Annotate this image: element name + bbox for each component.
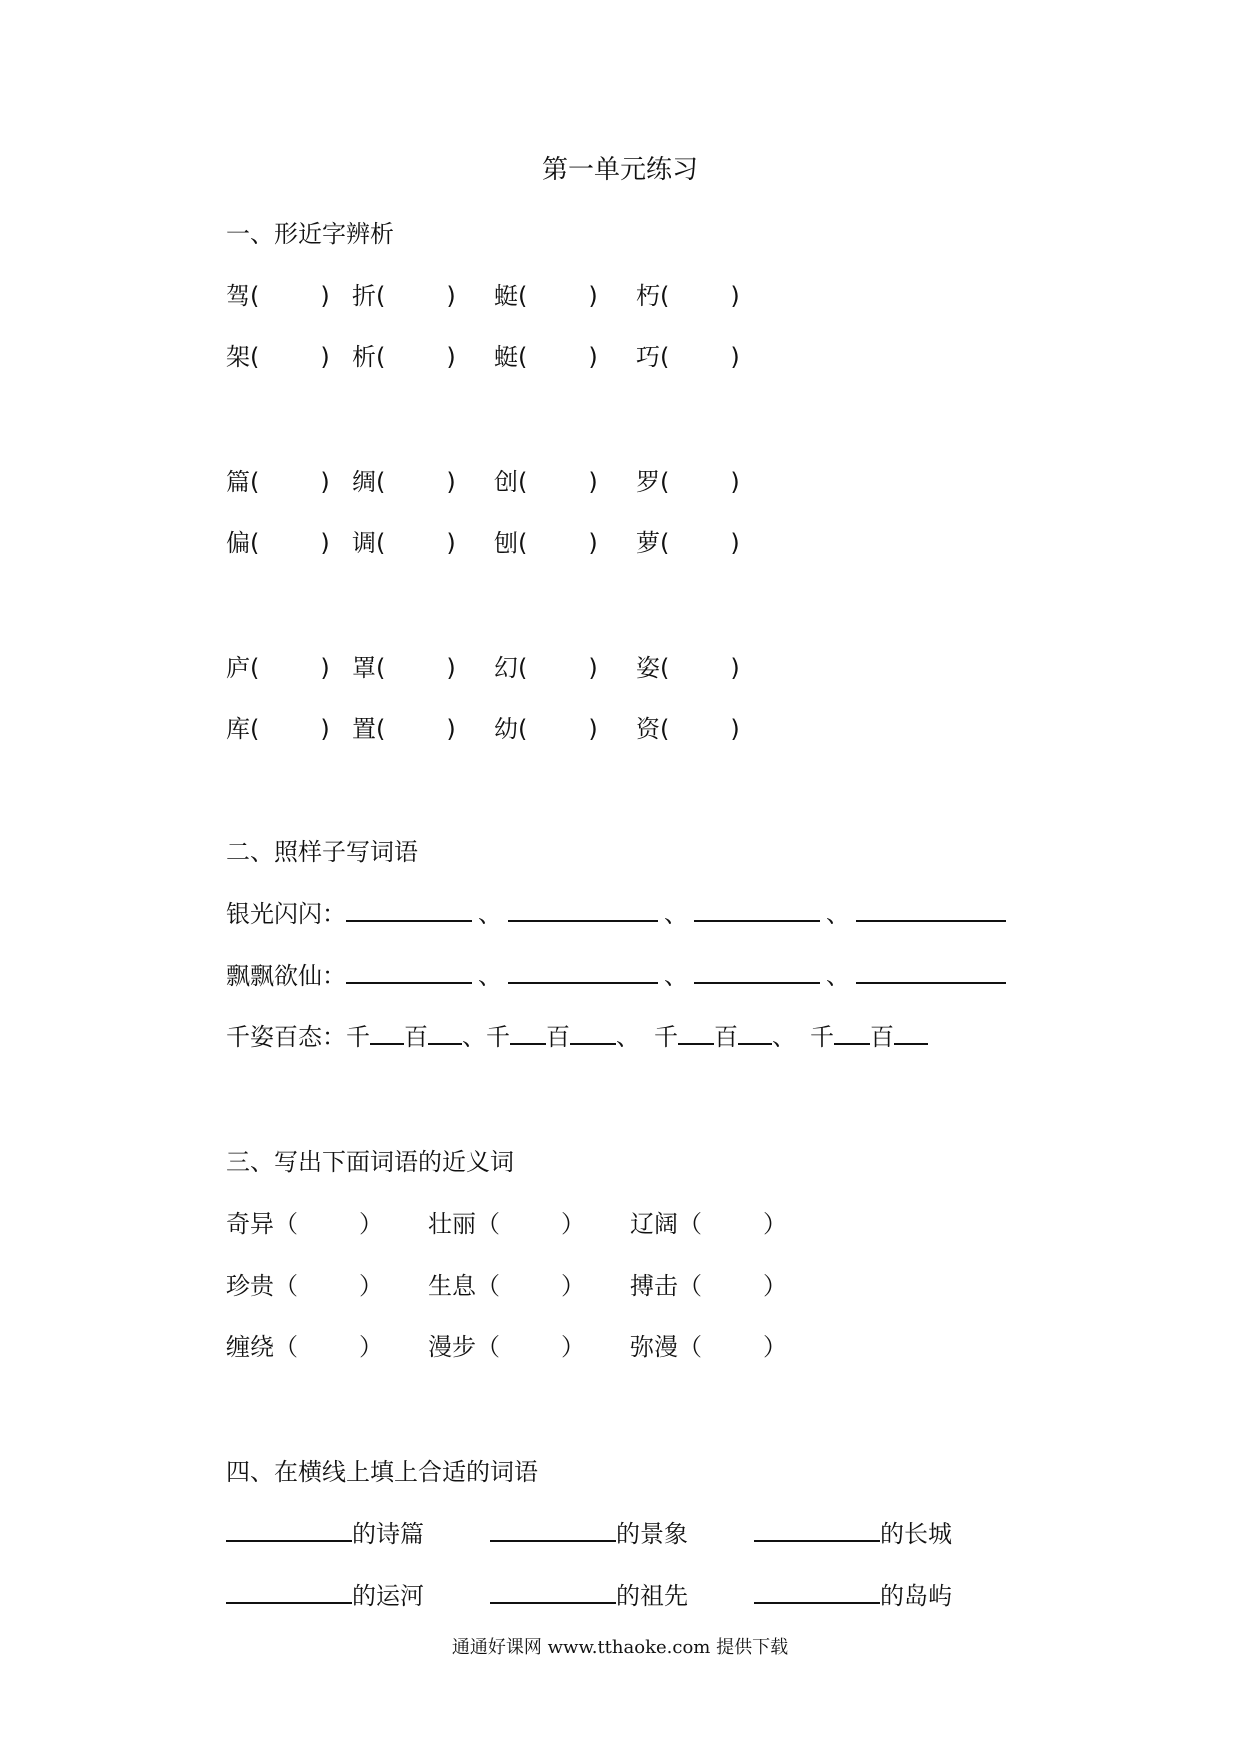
answer-blank[interactable] (370, 1019, 404, 1045)
similar-char: 蜓 (494, 282, 518, 310)
separator: 、 (462, 1023, 486, 1051)
answer-paren[interactable]: ( ) (518, 282, 598, 310)
phrase-suffix: 的运河 (352, 1582, 424, 1610)
answer-paren[interactable]: ( ) (250, 282, 330, 310)
fill-phrase-item (490, 1576, 688, 1611)
separator: 、 (664, 962, 688, 990)
fill-phrase-item (754, 1576, 952, 1611)
similar-char: 庐 (226, 654, 250, 682)
phrase-suffix: 的长城 (880, 1520, 952, 1548)
similar-char-item (352, 337, 456, 372)
separator: 、 (826, 900, 850, 928)
similar-char-item (352, 709, 456, 744)
word-pattern-row-2 (226, 956, 1006, 991)
separator: 、 (826, 962, 850, 990)
similar-char-item (636, 276, 740, 311)
similar-char: 置 (352, 715, 376, 743)
pattern-label: 银光闪闪： (226, 900, 346, 928)
answer-paren[interactable]: ( ) (660, 468, 740, 496)
synonym-item (226, 1266, 383, 1301)
answer-blank[interactable] (754, 1578, 880, 1604)
bai-char: 百 (870, 1023, 894, 1051)
answer-blank[interactable] (508, 958, 658, 984)
similar-char: 刨 (494, 529, 518, 557)
answer-paren[interactable]: ( ) (518, 529, 598, 557)
answer-paren[interactable]: ( ) (250, 468, 330, 496)
section3-heading: 三、写出下面词语的近义词 (226, 1148, 514, 1176)
answer-paren[interactable]: ( ) (376, 654, 456, 682)
footer-credit: 通通好课网 www.tthaoke.com 提供下载 (451, 1637, 789, 1658)
answer-paren[interactable]: ( ) (376, 468, 456, 496)
answer-paren[interactable]: ( ) (518, 715, 598, 743)
phrase-suffix: 的祖先 (616, 1582, 688, 1610)
synonym-item (630, 1266, 787, 1301)
separator: 、 (772, 1023, 796, 1051)
qian-char: 千 (346, 1023, 370, 1051)
similar-char-item (636, 462, 740, 497)
similar-char-item (352, 523, 456, 558)
section2-heading: 二、照样子写词语 (226, 838, 418, 866)
qian-char: 千 (486, 1023, 510, 1051)
synonym-item (630, 1327, 787, 1362)
synonym-word: 漫步 (428, 1333, 476, 1361)
fill-phrase-item (754, 1514, 952, 1549)
answer-paren[interactable]: ( ) (376, 282, 456, 310)
qian-char: 千 (810, 1023, 834, 1051)
answer-paren[interactable]: （ ） (678, 1333, 788, 1361)
bai-char: 百 (546, 1023, 570, 1051)
answer-paren[interactable]: ( ) (250, 654, 330, 682)
similar-char: 朽 (636, 282, 660, 310)
similar-char-item (494, 276, 598, 311)
answer-paren[interactable]: ( ) (376, 343, 456, 371)
similar-char-item (494, 523, 598, 558)
answer-paren[interactable]: （ ） (476, 1272, 586, 1300)
answer-paren[interactable]: ( ) (660, 715, 740, 743)
answer-blank[interactable] (346, 958, 472, 984)
answer-blank[interactable] (834, 1019, 870, 1045)
synonym-word: 生息 (428, 1272, 476, 1300)
answer-blank[interactable] (678, 1019, 714, 1045)
answer-paren[interactable]: ( ) (660, 529, 740, 557)
section1-heading: 一、形近字辨析 (226, 220, 394, 248)
similar-char: 资 (636, 715, 660, 743)
synonym-word: 缠绕 (226, 1333, 274, 1361)
fill-phrase-item (226, 1576, 424, 1611)
answer-paren[interactable]: （ ） (678, 1272, 788, 1300)
similar-char: 调 (352, 529, 376, 557)
similar-char-item (226, 523, 330, 558)
similar-char-item (226, 276, 330, 311)
similar-char: 创 (494, 468, 518, 496)
similar-char: 罗 (636, 468, 660, 496)
similar-char-item (494, 462, 598, 497)
answer-blank[interactable] (226, 1578, 352, 1604)
fill-phrase-item (226, 1514, 424, 1549)
pattern-label: 飘飘欲仙： (226, 962, 346, 990)
answer-paren[interactable]: （ ） (274, 1272, 384, 1300)
answer-paren[interactable]: （ ） (476, 1333, 586, 1361)
answer-paren[interactable]: ( ) (518, 468, 598, 496)
similar-char: 架 (226, 343, 250, 371)
answer-paren[interactable]: ( ) (518, 343, 598, 371)
similar-char: 萝 (636, 529, 660, 557)
synonym-item (428, 1266, 585, 1301)
synonym-item (226, 1204, 383, 1239)
synonym-item (428, 1327, 585, 1362)
answer-paren[interactable]: ( ) (660, 654, 740, 682)
qian-char: 千 (654, 1023, 678, 1051)
synonym-word: 奇异 (226, 1210, 274, 1238)
synonym-word: 弥漫 (630, 1333, 678, 1361)
answer-blank[interactable] (694, 896, 820, 922)
answer-paren[interactable]: ( ) (660, 282, 740, 310)
similar-char-item (494, 337, 598, 372)
similar-char: 篇 (226, 468, 250, 496)
similar-char-item (226, 709, 330, 744)
separator: 、 (664, 900, 688, 928)
section4-heading: 四、在横线上填上合适的词语 (226, 1458, 538, 1486)
answer-paren[interactable]: ( ) (250, 343, 330, 371)
answer-paren[interactable]: （ ） (274, 1210, 384, 1238)
answer-paren[interactable]: （ ） (476, 1210, 586, 1238)
answer-blank[interactable] (738, 1019, 772, 1045)
answer-blank[interactable] (894, 1019, 928, 1045)
similar-char: 幼 (494, 715, 518, 743)
similar-char-item (636, 648, 740, 683)
fill-phrase-item (490, 1514, 688, 1549)
similar-char: 绸 (352, 468, 376, 496)
similar-char: 析 (352, 343, 376, 371)
similar-char-item (494, 648, 598, 683)
similar-char: 库 (226, 715, 250, 743)
answer-paren[interactable]: ( ) (376, 529, 456, 557)
similar-char: 幻 (494, 654, 518, 682)
answer-paren[interactable]: ( ) (660, 343, 740, 371)
answer-blank[interactable] (856, 958, 1006, 984)
answer-blank[interactable] (694, 958, 820, 984)
similar-char-item (352, 462, 456, 497)
page-title: 第一单元练习 (541, 155, 698, 185)
answer-paren[interactable]: （ ） (274, 1333, 384, 1361)
answer-blank[interactable] (856, 896, 1006, 922)
separator: 、 (478, 900, 502, 928)
bai-char: 百 (404, 1023, 428, 1051)
word-pattern-row-3 (226, 1017, 928, 1052)
synonym-item (428, 1204, 585, 1239)
bai-char: 百 (714, 1023, 738, 1051)
answer-blank[interactable] (490, 1578, 616, 1604)
answer-blank[interactable] (490, 1516, 616, 1542)
phrase-suffix: 的诗篇 (352, 1520, 424, 1548)
phrase-suffix: 的岛屿 (880, 1582, 952, 1610)
synonym-word: 壮丽 (428, 1210, 476, 1238)
similar-char: 姿 (636, 654, 660, 682)
phrase-suffix: 的景象 (616, 1520, 688, 1548)
synonym-word: 辽阔 (630, 1210, 678, 1238)
synonym-item (630, 1204, 787, 1239)
answer-blank[interactable] (570, 1019, 616, 1045)
answer-paren[interactable]: ( ) (518, 654, 598, 682)
answer-blank[interactable] (226, 1516, 352, 1542)
answer-blank[interactable] (346, 896, 472, 922)
similar-char: 罩 (352, 654, 376, 682)
synonym-item (226, 1327, 383, 1362)
similar-char-item (226, 648, 330, 683)
similar-char: 折 (352, 282, 376, 310)
answer-blank[interactable] (508, 896, 658, 922)
similar-char-item (352, 648, 456, 683)
answer-blank[interactable] (754, 1516, 880, 1542)
answer-blank[interactable] (428, 1019, 462, 1045)
answer-blank[interactable] (510, 1019, 546, 1045)
separator: 、 (616, 1023, 640, 1051)
answer-paren[interactable]: （ ） (678, 1210, 788, 1238)
separator: 、 (478, 962, 502, 990)
similar-char: 驾 (226, 282, 250, 310)
synonym-word: 珍贵 (226, 1272, 274, 1300)
answer-paren[interactable]: ( ) (376, 715, 456, 743)
similar-char: 巧 (636, 343, 660, 371)
similar-char: 偏 (226, 529, 250, 557)
pattern-label: 千姿百态： (226, 1023, 346, 1051)
word-pattern-row-1 (226, 894, 1006, 929)
similar-char-item (226, 337, 330, 372)
similar-char-item (352, 276, 456, 311)
similar-char-item (636, 523, 740, 558)
answer-paren[interactable]: ( ) (250, 715, 330, 743)
similar-char: 蜓 (494, 343, 518, 371)
similar-char-item (226, 462, 330, 497)
similar-char-item (494, 709, 598, 744)
answer-paren[interactable]: ( ) (250, 529, 330, 557)
similar-char-item (636, 709, 740, 744)
similar-char-item (636, 337, 740, 372)
synonym-word: 搏击 (630, 1272, 678, 1300)
